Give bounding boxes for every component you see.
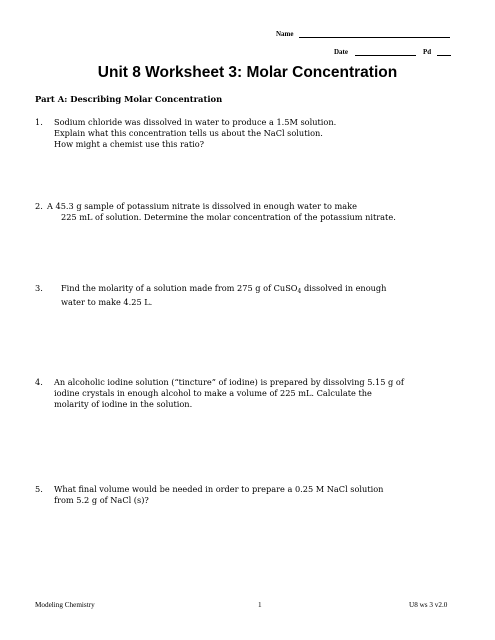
date-label: Date <box>334 48 348 56</box>
question-text-part: dissolved in enough <box>301 283 387 293</box>
question-text <box>61 283 386 297</box>
question-text: Sodium chloride was dissolved in water to produce a 1.5M solution. <box>54 117 337 127</box>
question-text-part: Find the molarity of a solution made from 275 g of CuSO <box>61 283 298 293</box>
question-text: 225 mL of solution. Determine the molar concentration of the potassium nitrate. <box>61 212 396 222</box>
period-field[interactable] <box>437 55 451 56</box>
question-text: water to make 4.25 L. <box>61 297 153 307</box>
question-number: 3. <box>35 283 43 293</box>
name-field[interactable] <box>299 37 450 38</box>
question-text: from 5.2 g of NaCl (s)? <box>54 495 149 505</box>
section-heading: Part A: Describing Molar Concentration <box>35 94 223 104</box>
name-label: Name <box>276 30 294 38</box>
question-number: 1. <box>35 117 43 127</box>
question-text: How might a chemist use this ratio? <box>54 139 205 149</box>
footer-left: Modeling Chemistry <box>35 601 95 609</box>
page-number: 1 <box>258 601 262 609</box>
period-label: Pd <box>423 48 432 56</box>
footer-right: U8 ws 3 v2.0 <box>409 601 448 609</box>
question-text: A 45.3 g sample of potassium nitrate is dissolved in enough water to make <box>47 201 357 211</box>
question-text: An alcoholic iodine solution (“tincture” of iodine) is prepared by dissolving 5.15 g of <box>54 377 404 387</box>
date-field[interactable] <box>355 55 416 56</box>
question-text: molarity of iodine in the solution. <box>54 399 193 409</box>
question-text: iodine crystals in enough alcohol to make a volume of 225 mL. Calculate the <box>54 388 372 398</box>
question-number: 4. <box>35 377 43 387</box>
question-number: 5. <box>35 484 43 494</box>
subscript: 4 <box>297 288 302 295</box>
question-number: 2. <box>35 201 43 211</box>
page-title: Unit 8 Worksheet 3: Molar Concentration <box>97 64 398 81</box>
question-text: Explain what this concentration tells us about the NaCl solution. <box>54 128 323 138</box>
question-text: What final volume would be needed in order to prepare a 0.25 M NaCl solution <box>54 484 384 494</box>
